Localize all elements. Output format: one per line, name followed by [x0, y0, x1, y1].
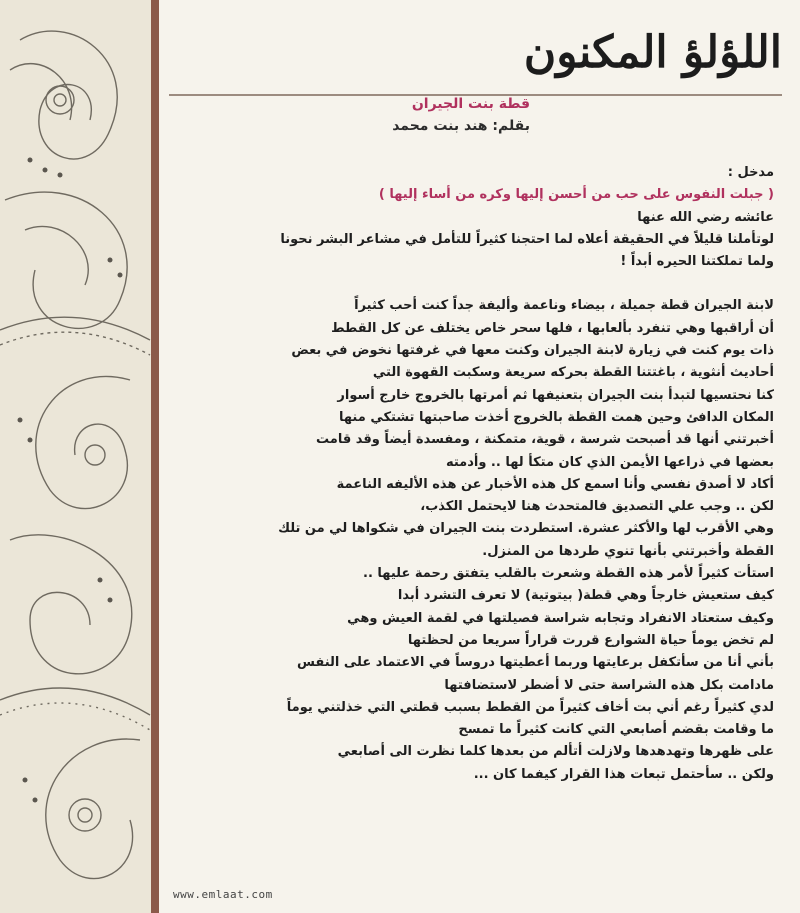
- body-line: ولكن .. سأحتمل تبعات هذا القرار كيفما كان ...: [473, 766, 774, 782]
- body-line: أخبرتني أنها قد أصبحت شرسة ، قوية، متمكنة ، ومفسدة أيضاً وقد قامت: [316, 432, 774, 448]
- article-page: [159, 0, 800, 913]
- body-line: أكاد لا أصدق نفسي وأنا اسمع كل هذه الأخبار عن هذه الأليفه الناعمة: [336, 476, 774, 492]
- body-line: مادامت بكل هذه الشراسة حتى لا أضطر لاستضافتها: [444, 677, 774, 693]
- body-line: استأت كثيراً لأمر هذه القطة وشعرت بالقلب يتفتق رحمة عليها ..: [363, 566, 774, 582]
- body-line: ما وقامت بقضم أصابعي التي كانت كثيراً ما تمسح: [458, 722, 774, 738]
- body-line: بأني أنا من سأتكفل برعايتها وربما أعطيتها دروساً في الاعتماد على النفس: [297, 655, 774, 671]
- body-line: لابنة الجيران قطة جميلة ، بيضاء وناعمة وأليفة جداً كنت أحب كثيراً: [354, 298, 774, 314]
- body-line: لدي كثيراً رغم أني بت أخاف كثيراً من القطط بسبب قطتي التي خذلتني يوماً: [286, 699, 774, 715]
- website-watermark: www.emlaat.com: [173, 888, 273, 901]
- body-line: وكيف ستعتاد الانفراد وتجابه شراسة فصيلتها في لقمة العيش وهي: [347, 610, 774, 626]
- body-line: لوتأملنا قليلاً في الحقيقة أعلاه لما احتجنا كثيراً للتأمل في مشاعر البشر نحونا: [280, 231, 774, 247]
- body-line: أحاديث أنثوية ، باغتتنا القطة بحركه سريعة وسكبت القهوة التي: [372, 365, 774, 381]
- body-line: [162, 273, 774, 295]
- body-line: بعضها في ذراعها الأيمن الذي كان متكأ لها .. وأدمته: [445, 454, 774, 470]
- body-line: القطة وأخبرتني بأنها تنوي طردها من المنزل.: [482, 543, 774, 559]
- author-byline: بقلم: هند بنت محمد: [392, 118, 530, 134]
- body-line: كيف ستعيش خارجاً وهي قطة( بيتوتية) لا تعرف التشرد أبدا: [397, 588, 774, 604]
- body-line: على ظهرها وتهدهدها ولازلت أتألم من بعدها كلما نظرت الى أصابعي: [337, 744, 774, 760]
- body-line: مدخل :: [727, 165, 774, 180]
- paisley-ornament-border: [0, 0, 159, 913]
- body-line: أن أراقبها وهي تنفرد بألعابها ، فلها سحر خاص يختلف عن كل القطط: [331, 320, 774, 336]
- body-line: ذات يوم كنت في زيارة لابنة الجيران وكنت معها في غرفتها نخوض في بعض: [291, 343, 774, 359]
- article-body: [162, 162, 774, 786]
- body-line: ولما تملكتنا الحيره أبداً !: [620, 254, 774, 270]
- body-line: وهي الأقرب لها والأكثر عشرة. استطردت بنت الجيران في شكواها لي من تلك: [278, 521, 774, 537]
- vertical-divider-rule: [151, 0, 159, 913]
- body-line: عائشه رضي الله عنها: [637, 209, 774, 225]
- body-line: المكان الدافئ وحين همت القطة بالخروج أخذت صاحبتها تشتكي منها: [338, 409, 774, 425]
- body-line: لكن .. وجب علي التصديق فالمتحدث هنا لايحتمل الكذب،: [420, 499, 774, 515]
- body-line: لم تخض يوماً حياة الشوارع قررت قراراً سريعا من لحظتها: [407, 632, 774, 648]
- body-line: كنا نحتسيها لتبدأ بنت الجيران بتعنيفها ثم أمرتها بالخروج خارج أسوار: [337, 387, 774, 403]
- story-title: قطة بنت الجيران: [411, 96, 530, 112]
- section-title: اللؤلؤ المكنون: [523, 27, 782, 78]
- quote-line: ( جبلت النفوس على حب من أحسن إليها وكره من أساء إليها ): [378, 187, 774, 203]
